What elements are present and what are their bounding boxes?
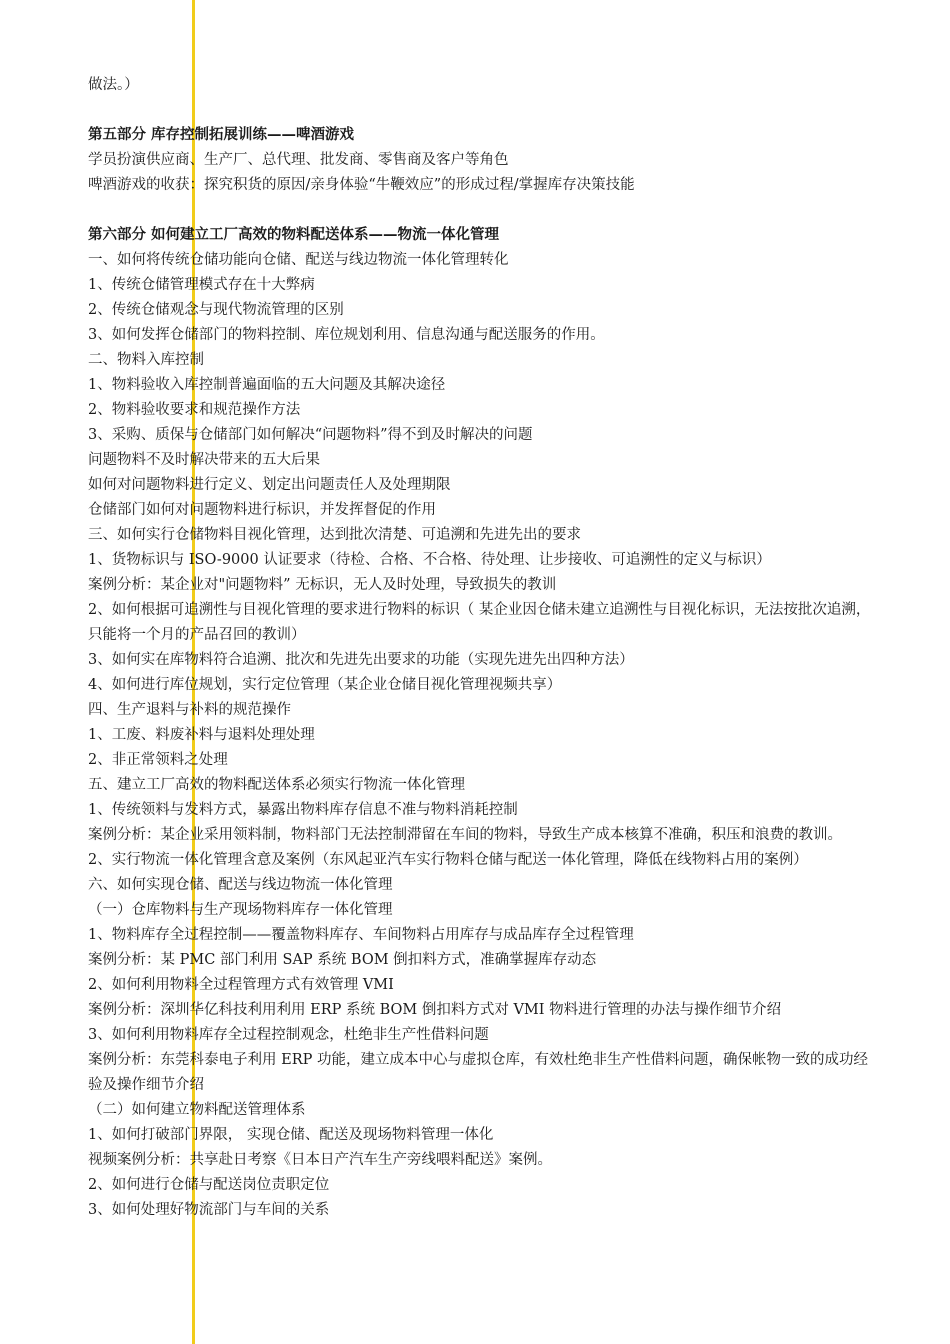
text-line: 案例分析：某企业采用领料制，物料部门无法控制滞留在车间的物料，导致生产成本核算不准确，积压和浪费的教训。 [88, 827, 842, 843]
text-line: 案例分析：某企业对"问题物料” 无标识，无人及时处理，导致损失的教训 [88, 577, 557, 593]
text-line: 三、如何实行仓储物料目视化管理，达到批次清楚、可追溯和先进先出的要求 [88, 527, 581, 543]
section-heading: 第六部分 如何建立工厂高效的物料配送体系——物流一体化管理 [88, 227, 500, 243]
paragraph-gap [88, 98, 878, 123]
text-line: （一）仓库物料与生产现场物料库存一体化管理 [88, 902, 393, 918]
text-line: 4、如何进行库位规划，实行定位管理（某企业仓储目视化管理视频共享） [88, 677, 562, 693]
text-line: 做法。） [88, 77, 139, 93]
text-line: 啤酒游戏的收获：探究积货的原因/亲身体验“牛鞭效应”的形成过程/掌握库存决策技能 [88, 177, 635, 193]
text-line: 3、如何发挥仓储部门的物料控制、库位规划利用、信息沟通与配送服务的作用。 [88, 327, 605, 343]
text-line: 视频案例分析：共享赴日考察《日本日产汽车生产旁线喂料配送》案例。 [88, 1152, 552, 1168]
text-line: 2、物料验收要求和规范操作方法 [88, 402, 301, 418]
section-heading: 第五部分 库存控制拓展训练——啤酒游戏 [88, 127, 355, 143]
text-line: 1、货物标识与 ISO-9000 认证要求（待检、合格、不合格、待处理、让步接收、可追溯性的定义与标识） [88, 552, 771, 568]
text-line: 如何对问题物料进行定义、划定出问题责任人及处理期限 [88, 477, 451, 493]
text-line: 1、物料验收入库控制普遍面临的五大问题及其解决途径 [88, 377, 446, 393]
text-line: 3、如何实在库物料符合追溯、批次和先进先出要求的功能（实现先进先出四种方法） [88, 652, 634, 668]
text-line: 案例分析：深圳华亿科技利用利用 ERP 系统 BOM 倒扣料方式对 VMI 物料进行管理的办法与操作细节介绍 [88, 1002, 782, 1018]
text-line: 案例分析：东莞科泰电子利用 ERP 功能，建立成本中心与虚拟仓库，有效杜绝非生产性借料问题，确保帐物一致的成功经验及操作细节介绍 [88, 1052, 868, 1093]
text-line: 2、传统仓储观念与现代物流管理的区别 [88, 302, 344, 318]
text-line: 1、物料库存全过程控制——覆盖物料库存、车间物料占用库存与成品库存全过程管理 [88, 927, 634, 943]
text-line: 一、如何将传统仓储功能向仓储、配送与线边物流一体化管理转化 [88, 252, 509, 268]
text-line: （二）如何建立物料配送管理体系 [88, 1102, 306, 1118]
text-line: 二、物料入库控制 [88, 352, 204, 368]
text-line: 2、如何利用物料全过程管理方式有效管理 VMI [88, 977, 394, 993]
text-line: 1、工废、料废补料与退料处理处理 [88, 727, 315, 743]
text-line: 六、如何实现仓储、配送与线边物流一体化管理 [88, 877, 393, 893]
text-line: 3、如何利用物料库存全过程控制观念，杜绝非生产性借料问题 [88, 1027, 489, 1043]
text-line: 2、如何进行仓储与配送岗位责职定位 [88, 1177, 330, 1193]
text-line: 1、传统仓储管理模式存在十大弊病 [88, 277, 315, 293]
paragraph-gap [88, 198, 878, 223]
text-line: 3、采购、质保与仓储部门如何解决“问题物料”得不到及时解决的问题 [88, 427, 533, 443]
text-line: 五、建立工厂高效的物料配送体系必须实行物流一体化管理 [88, 777, 465, 793]
text-line: 3、如何处理好物流部门与车间的关系 [88, 1202, 330, 1218]
text-line: 四、生产退料与补料的规范操作 [88, 702, 291, 718]
text-line: 2、实行物流一体化管理含意及案例（东风起亚汽车实行物料仓储与配送一体化管理，降低在线物料占用的案例） [88, 852, 808, 868]
text-line: 2、非正常领料之处理 [88, 752, 228, 768]
text-line: 1、传统领料与发料方式，暴露出物料库存信息不准与物料消耗控制 [88, 802, 518, 818]
text-line: 学员扮演供应商、生产厂、总代理、批发商、零售商及客户等角色 [88, 152, 509, 168]
text-line: 案例分析：某 PMC 部门利用 SAP 系统 BOM 倒扣料方式，准确掌握库存动态 [88, 952, 597, 968]
text-line: 问题物料不及时解决带来的五大后果 [88, 452, 320, 468]
text-line: 2、如何根据可追溯性与目视化管理的要求进行物料的标识（ 某企业因仓储未建立追溯性与目视化标识，无法按批次追溯，只能将一个月的产品召回的教训） [88, 602, 871, 643]
text-line: 1、如何打破部门界限， 实现仓储、配送及现场物料管理一体化 [88, 1127, 494, 1143]
document-body [88, 73, 878, 1223]
text-line: 仓储部门如何对问题物料进行标识，并发挥督促的作用 [88, 502, 436, 518]
